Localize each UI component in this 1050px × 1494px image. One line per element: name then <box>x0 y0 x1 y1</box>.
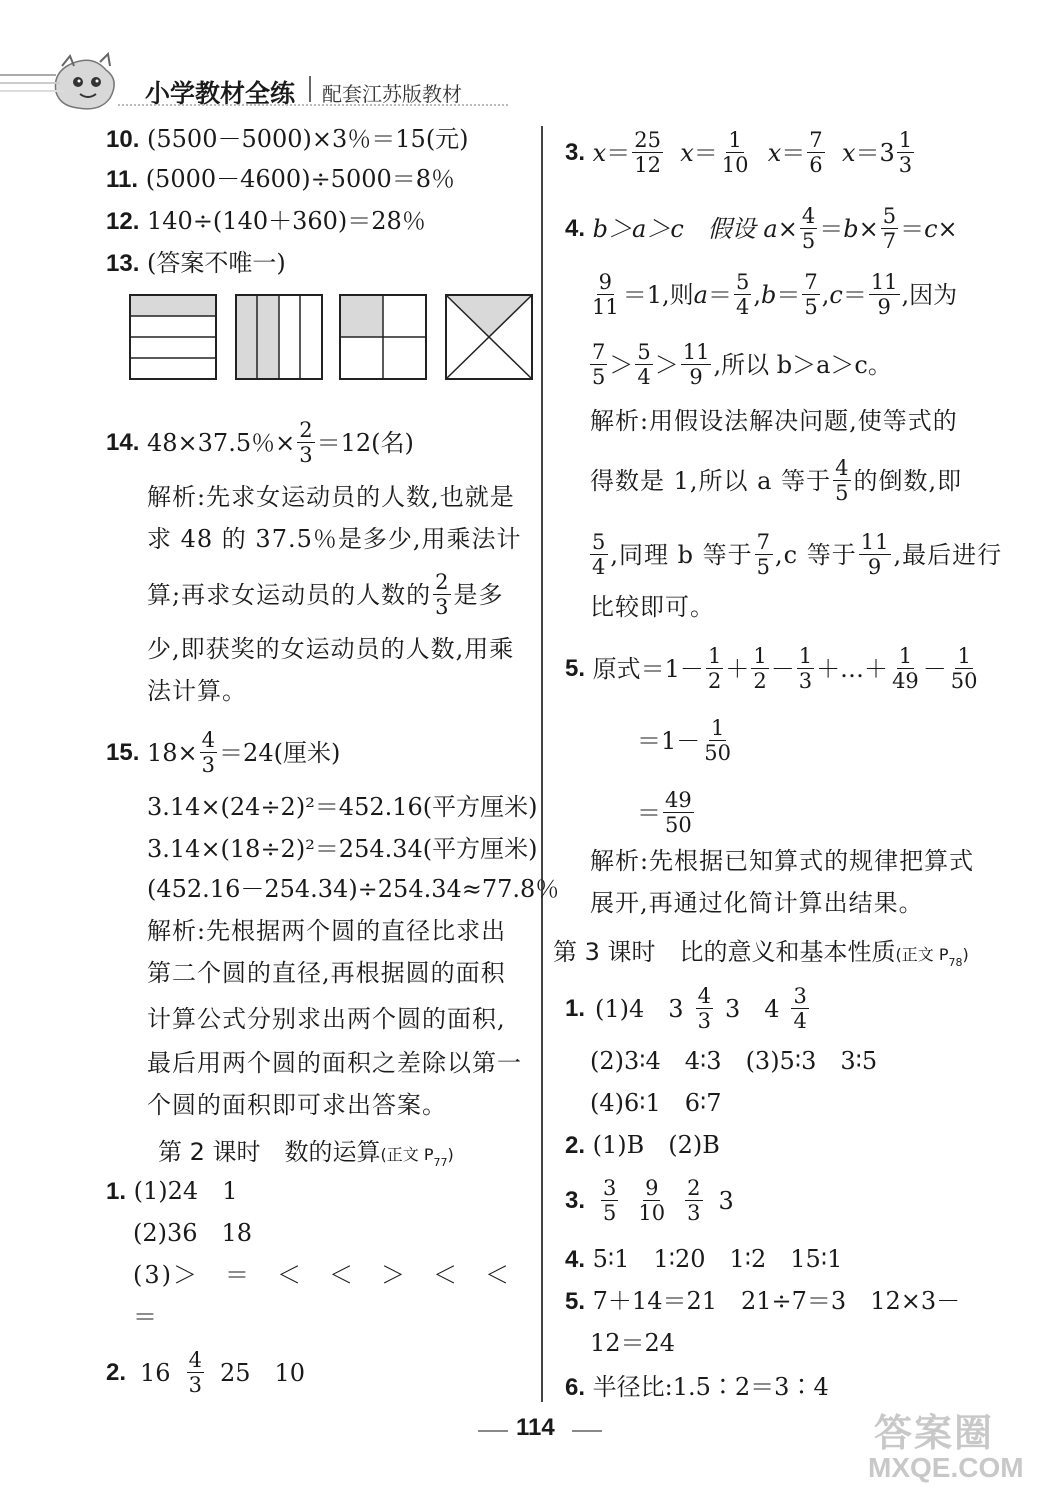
text: ,所以 b＞a＞c。 <box>713 350 892 379</box>
explanation-line: 计算公式分别求出两个圆的面积, <box>147 1005 506 1033</box>
denominator: 5 <box>801 229 816 253</box>
fraction <box>720 128 751 177</box>
s3-answer-3 <box>565 1176 734 1225</box>
fraction <box>636 1176 667 1225</box>
numerator: 4 <box>201 728 216 752</box>
answer-text: (1)4 3 <box>595 994 684 1023</box>
fraction <box>187 1348 204 1397</box>
explanation-line: 法计算。 <box>147 677 247 705</box>
denominator: 3 <box>435 595 450 619</box>
item-number: 13. <box>106 250 140 277</box>
answer-line: ＝ <box>133 1303 157 1331</box>
answer-text: 3 4 <box>724 994 780 1023</box>
denominator: 3 <box>687 1201 701 1225</box>
text: ,因为 <box>901 280 958 309</box>
explanation-line: 第二个圆的直径,再根据圆的面积 <box>147 959 506 987</box>
numerator: 7 <box>809 128 823 152</box>
denominator: 4 <box>637 365 651 389</box>
fraction: $\frac{1}{2}$ <box>707 644 722 693</box>
fraction <box>601 1176 618 1225</box>
answer-text: 25 10 <box>219 1358 306 1387</box>
numerator: 2 <box>299 418 313 442</box>
denominator: 6 <box>809 153 823 177</box>
answer-text: 7＋14＝21 21÷7＝3 12×3－ <box>592 1287 961 1315</box>
watermark <box>858 1402 1038 1486</box>
var: b <box>843 214 859 243</box>
answer-line: (4)6∶1 6∶7 <box>590 1089 722 1117</box>
fraction <box>590 340 607 389</box>
text: ＝1,则 <box>622 280 694 309</box>
section-ref: (正文 P <box>895 945 949 964</box>
header-separator <box>309 76 311 102</box>
header-subtitle: 配套江苏版教材 <box>322 82 462 106</box>
s3-answer-5 <box>565 1286 960 1317</box>
item-number: 4. <box>565 1246 586 1273</box>
header-brand: 小学教材全练 <box>145 79 296 108</box>
numerator: 5 <box>882 204 897 228</box>
text: ,同理 b 等于 <box>610 540 753 569</box>
header-dotted-rule <box>118 104 508 106</box>
s3-answer-1 <box>565 984 811 1033</box>
explanation-line <box>590 456 962 505</box>
explanation-line: 最后用两个圆的面积之差除以第一 <box>147 1049 522 1077</box>
item-number: 3. <box>565 1186 586 1214</box>
footer-rule-left <box>478 1430 508 1432</box>
s3-answer-2 <box>565 1130 720 1161</box>
fraction <box>734 270 751 319</box>
denominator: 9 <box>877 295 891 319</box>
expr-part: 18× <box>147 738 198 767</box>
section-title: 第 3 课时 比的意义和基本性质 <box>553 938 896 966</box>
answer-5-line-3 <box>637 788 696 837</box>
denominator: 5 <box>756 555 771 579</box>
numerator: 1 <box>898 128 913 152</box>
answer-text: 16 <box>140 1358 171 1387</box>
diagram-diagonals <box>446 295 532 379</box>
denominator: 4 <box>793 1009 807 1033</box>
var: c <box>924 214 938 243</box>
fraction <box>859 530 892 579</box>
answer-line: (2)36 18 <box>133 1219 253 1247</box>
denominator: 7 <box>882 229 897 253</box>
numerator: 9 <box>598 270 613 294</box>
whole-part: 3 <box>879 138 895 167</box>
numerator: 11 <box>860 530 890 554</box>
answer-13 <box>106 248 286 279</box>
fraction <box>590 530 608 579</box>
fraction <box>681 340 712 389</box>
var: a <box>763 214 778 243</box>
answer-line: (452.16－254.34)÷254.34≈77.8％ <box>147 875 560 903</box>
answer-expression: (5000－4600)÷5000＝8％ <box>145 165 456 193</box>
numerator: 3 <box>603 1176 617 1200</box>
fraction <box>807 128 824 177</box>
item-number: 12. <box>106 208 140 235</box>
fraction <box>297 418 314 467</box>
fraction <box>632 128 663 177</box>
diagram-vertical-stripes <box>236 295 322 379</box>
explanation-line: 少,即获奖的女运动员的人数,用乘 <box>147 635 515 663</box>
item-number: 11. <box>106 166 139 193</box>
numerator: 9 <box>645 1176 659 1200</box>
denominator: 5 <box>592 365 606 389</box>
item-number: 6. <box>565 1374 586 1401</box>
answer-text: (1)B (2)B <box>592 1131 720 1159</box>
fraction: $\frac{1}{50}$ <box>704 716 732 765</box>
item-number: 10. <box>106 126 140 153</box>
denominator: 3 <box>898 153 913 177</box>
fraction <box>802 270 819 319</box>
header-rule-left-2 <box>0 82 60 84</box>
answer-line: 3.14×(18÷2)²＝254.34(平方厘米) <box>147 835 538 863</box>
answer-12 <box>106 206 426 237</box>
denominator: 3 <box>188 1373 202 1397</box>
s3-answer-6 <box>565 1372 829 1403</box>
answer-11 <box>106 164 455 195</box>
explanation-line: 个圆的面积即可求出答案。 <box>147 1091 447 1119</box>
answer-text: ＝1－ <box>637 726 701 755</box>
expr-part: 48×37.5％× <box>147 428 296 457</box>
answer-4-line-2: $\frac{9}{11}$ ＝1,则 a ＝ $\frac{5}{4}$ , b ＝ $\frac{7}{5}$ , c ＝ $\frac{11}{9}$ ,因为 <box>592 270 958 319</box>
numerator: 5 <box>735 270 750 294</box>
answer-text: 半径比:1.5∶2＝3∶4 <box>592 1373 829 1401</box>
fraction: $\frac{1}{2}$ <box>753 644 767 693</box>
text: 的倒数,即 <box>853 466 963 495</box>
item-number: 2. <box>565 1132 586 1159</box>
text: 得数是 1,所以 a 等于 <box>590 466 832 495</box>
answer-text: (1)24 1 <box>133 1177 238 1205</box>
section-ref-end: ) <box>447 1145 454 1164</box>
section-ref: (正文 P <box>380 1145 434 1164</box>
diagram-horizontal-stripes <box>130 295 216 379</box>
numerator: 4 <box>697 984 711 1008</box>
fraction <box>433 570 451 619</box>
s2-answer-1 <box>106 1176 237 1207</box>
text: ,c 等于 <box>775 540 857 569</box>
explanation-line <box>588 530 1002 579</box>
answer-5: 5. 原式＝1－ $\frac{1}{2}$ ＋ $\frac{1}{2}$ － $\frac{1}{3}$ ＋…＋ $\frac{1}{49}$ － $\frac{1}{50}$ <box>565 644 978 693</box>
header-rule-left <box>0 74 56 76</box>
denominator: 9 <box>867 555 883 579</box>
answer-10 <box>106 124 469 155</box>
section-heading <box>553 932 969 969</box>
denominator: 10 <box>721 153 749 177</box>
explanation-line: 比较即可。 <box>590 593 715 621</box>
denominator: 10 <box>638 1201 666 1225</box>
numerator: 11 <box>682 340 710 364</box>
section-ref-page: 78 <box>948 955 963 969</box>
item-number: 5. <box>565 1288 586 1315</box>
answer-text: 5∶1 1∶20 1∶2 15∶1 <box>592 1245 843 1273</box>
fraction <box>833 456 851 505</box>
answer-14 <box>106 418 414 467</box>
section-ref-page: 77 <box>433 1155 448 1169</box>
answer-expression: 140÷(140＋360)＝28％ <box>147 207 426 235</box>
section-title: 第 2 课时 数的运算 <box>158 1138 381 1166</box>
watermark-site: MXQE.COM <box>868 1452 1024 1483</box>
answer-line: (2)3∶4 4∶3 (3)5∶3 3∶5 <box>590 1047 878 1075</box>
denominator: 5 <box>603 1201 617 1225</box>
item-number: 2. <box>106 1358 127 1386</box>
footer-rule-right <box>572 1430 602 1432</box>
denominator: 3 <box>697 1009 711 1033</box>
item-number: 1. <box>565 994 586 1022</box>
s2-answer-2 <box>106 1348 305 1397</box>
numerator: 7 <box>592 340 606 364</box>
numerator: 4 <box>188 1348 202 1372</box>
fraction <box>791 984 808 1033</box>
fraction: $\frac{49}{50}$ <box>665 788 692 837</box>
answer-text: ＝ <box>637 798 661 827</box>
answer-line: (3)＞ ＝ ＜ ＜ ＞ ＜ ＜ <box>133 1261 511 1289</box>
fraction <box>755 530 773 579</box>
item-number: 5. <box>565 654 586 682</box>
answer-4-line-3: $\frac{7}{5}$ ＞ $\frac{5}{4}$ ＞ $\frac{11}{9}$ ,所以 b＞a＞c。 <box>592 340 892 389</box>
answer-line: 12＝24 <box>590 1329 676 1357</box>
explanation-line: 解析:先根据已知算式的规律把算式 <box>590 847 975 875</box>
header-rule-left-3 <box>0 90 64 92</box>
explanation-line: 解析:用假设法解决问题,使等式的 <box>590 407 958 435</box>
fraction <box>200 728 217 777</box>
numerator: 5 <box>592 530 607 554</box>
text: 算;再求女运动员的人数的 <box>147 580 432 609</box>
numerator: 2 <box>435 570 450 594</box>
item-number: 15. <box>106 738 140 766</box>
answer-text: 原式＝1－ <box>592 654 704 683</box>
fraction: $\frac{1}{3}$ <box>798 644 813 693</box>
explanation-line: 展开,再通过化简计算出结果。 <box>590 889 924 917</box>
explanation-line: 求 48 的 37.5％是多少,用乘法计 <box>147 525 522 553</box>
text: 是多 <box>453 580 504 609</box>
item-number: 3. <box>565 138 586 166</box>
answer-3: 3. x ＝ $\frac{25}{12}$ x ＝ $\frac{1}{10}$ x ＝ $\frac{7}{6}$ x ＝ 3 $\frac{1}{3}$ <box>565 128 913 177</box>
fraction <box>590 270 621 319</box>
denominator: 12 <box>634 153 661 177</box>
item-number: 4. <box>565 214 586 242</box>
numerator: 4 <box>801 204 816 228</box>
numerator: 1 <box>728 128 742 152</box>
numerator: 11 <box>870 270 898 294</box>
answer-text: b＞a＞c 假设 <box>592 214 756 243</box>
denominator: 3 <box>299 443 313 467</box>
denominator: 5 <box>804 295 818 319</box>
fraction <box>897 128 914 177</box>
fraction: $\frac{1}{49}$ <box>892 644 919 693</box>
fraction <box>696 984 713 1033</box>
numerator: 2 <box>687 1176 701 1200</box>
explanation-line: 解析:先根据两个圆的直径比求出 <box>147 917 507 945</box>
numerator: 5 <box>637 340 651 364</box>
answer-5-line-2 <box>637 716 735 765</box>
fraction <box>635 340 652 389</box>
mascot-logo-icon <box>48 52 128 114</box>
numerator: 4 <box>835 456 850 480</box>
denominator: 4 <box>592 555 607 579</box>
fraction: $\frac{1}{50}$ <box>950 644 978 693</box>
denominator: 9 <box>689 365 703 389</box>
diagram-quadrants <box>340 295 426 379</box>
denominator: 4 <box>735 295 750 319</box>
item-number: 1. <box>106 1178 127 1205</box>
fraction <box>881 204 898 253</box>
fraction <box>685 1176 702 1225</box>
page-number: 114 <box>516 1414 555 1441</box>
expr-part: ＝24(厘米) <box>219 738 341 767</box>
answer-note: (答案不唯一) <box>147 249 286 277</box>
numerator: 25 <box>634 128 661 152</box>
explanation-line <box>147 570 503 619</box>
denominator: 11 <box>592 295 619 319</box>
fraction <box>869 270 900 319</box>
section-ref-end: ) <box>962 945 969 964</box>
answer-4: 4. b＞a＞c 假设 a × $\frac{4}{5}$ ＝ b × $\frac{5}{7}$ ＝ c × <box>565 204 958 253</box>
expr-part: ＝12(名) <box>316 428 414 457</box>
column-divider <box>541 126 543 1402</box>
s3-answer-4 <box>565 1244 842 1275</box>
item-number: 14. <box>106 428 140 456</box>
denominator: 5 <box>835 481 850 505</box>
answer-expression: (5500－5000)×3％＝15(元) <box>147 125 469 153</box>
numerator: 7 <box>804 270 818 294</box>
answer-15 <box>106 728 340 777</box>
fraction <box>800 204 817 253</box>
numerator: 3 <box>793 984 807 1008</box>
explanation-line: 解析:先求女运动员的人数,也就是 <box>147 483 515 511</box>
section-heading <box>158 1132 454 1169</box>
answer-text: 3 <box>718 1186 734 1215</box>
denominator: 3 <box>201 753 216 777</box>
answer-line: 3.14×(24÷2)²＝452.16(平方厘米) <box>147 793 538 821</box>
numerator: 7 <box>756 530 771 554</box>
watermark-brand: 答案圈 <box>874 1411 995 1455</box>
fraction-diagrams <box>128 293 538 383</box>
text: ,最后进行 <box>893 540 1003 569</box>
